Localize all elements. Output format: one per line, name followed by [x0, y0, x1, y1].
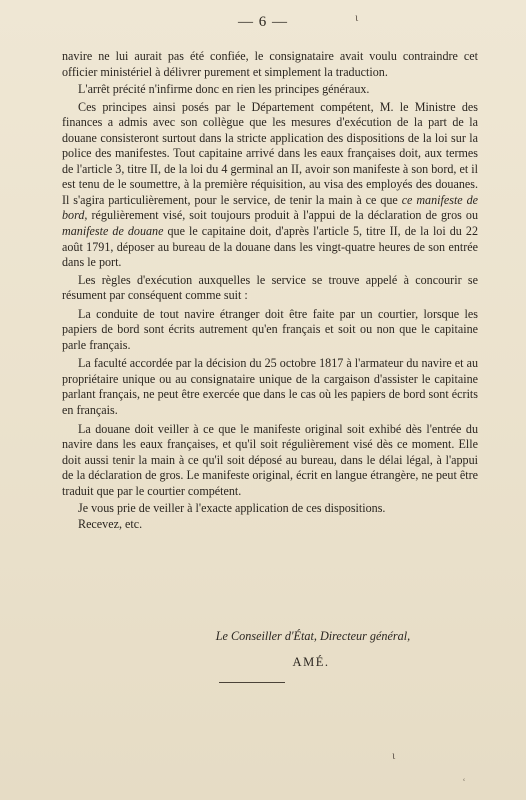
paragraph-continuation: navire ne lui aurait pas été confiée, le consignataire avait voulu contraindre cet officier ministériel à délivrer purement et simplement la traduction.	[62, 49, 478, 79]
signature-title	[0, 629, 526, 644]
paragraph-douane: La douane doit veiller à ce que le manifeste original soit exhibé dès l'entrée du navire dans les eaux françaises, et qu'il soit régulièrement visé dès ce moment. Elle doit aussi tenir la main à ce qu'il soit déposé au bureau, dans le délai légal, à l'appui de la déclaration de gros. Le manifeste original, écrit en langue étrangère, ne peut être traduit que par le courtier compétent.	[62, 421, 478, 498]
body-text	[62, 49, 478, 532]
italic-term: ce manifeste de bord	[62, 192, 478, 223]
speck-mark: ɩ	[355, 10, 359, 24]
paragraph-veiller: Je vous prie de veiller à l'exacte application de ces dispositions.	[78, 501, 386, 516]
signature-name	[0, 655, 526, 670]
speck-mark: ʿ	[462, 776, 466, 790]
paragraph-regles: Les règles d'exécution auxquelles le service se trouve appelé à concourir se résument par conséquent comme suit :	[62, 272, 478, 303]
paragraph-recevez: Recevez, etc.	[78, 516, 143, 531]
paragraph-principes: Ces principes ainsi posés par le Département compétent, M. le Ministre des finances a admis avec son collègue que les mesures d'exécution de la part de la douane consisteront surtout dans la stricte application des dispositions de la loi sur la police des manifestes. Tout capitaine arrivé dans les eaux françaises doit, aux termes de l'article 3, titre II, de la loi du 4 germinal an II, avoir son manifeste à son bord, et il est tenu de le soumettre, à la première réquisition, au visa des employés des douanes. Il s'agira particulièrement, pour le service, de tenir la main à ce que ce manifeste de bord, régulièrement visé, soit toujours produit à l'appui de la déclaration de gros ou manifeste de douane que le capitaine doit, d'après l'article 5, titre II, de la loi du 22 août 1791, déposer au bureau de la douane dans les vingt-quatre heures de son entrée dans le port.	[62, 99, 478, 270]
paragraph-arret: L'arrêt précité n'infirme donc en rien les principes généraux.	[78, 82, 370, 97]
closing-rule	[219, 682, 285, 683]
speck-mark: ɩ	[392, 748, 396, 762]
paragraph-conduite: La conduite de tout navire étranger doit être faite par un courtier, lorsque les papiers de bord sont écrits autrement qu'en français et soit ou non que le capitaine parle français.	[62, 306, 478, 352]
paragraph-faculte: La faculté accordée par la décision du 25 octobre 1817 à l'armateur du navire et au propriétaire unique ou au consignataire unique de la cargaison d'assister le capitaine parlant français, ne peut être exercée que dans le cas où les papiers de bord sont écrits en français.	[62, 356, 478, 418]
italic-term: manifeste de douane	[62, 224, 164, 239]
signature-name-text: AMÉ.	[292, 655, 330, 669]
page-number: — 6 —	[238, 14, 288, 30]
signature-title-text: Le Conseiller d'État, Directeur général,	[215, 629, 411, 643]
